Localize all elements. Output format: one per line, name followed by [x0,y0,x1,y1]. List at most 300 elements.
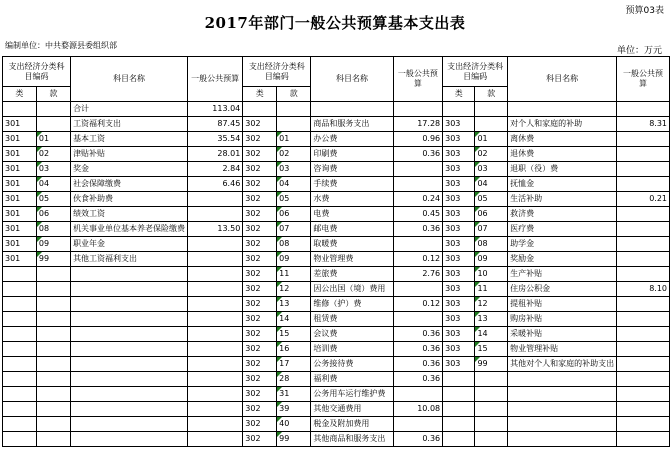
cell-amount [617,342,670,357]
cell-amount [188,327,243,342]
cell-item-name: 税金及附加费用 [311,417,393,432]
cell-amount [188,192,243,207]
cell-category: 301 [3,222,37,237]
cell-amount [393,312,442,327]
cell-subcategory [475,387,508,402]
cell-item-name [71,312,188,327]
cell-amount: 2.84 [188,162,243,177]
cell-item-name [508,372,617,387]
table-row [3,237,670,252]
cell-item-name: 对个人和家庭的补助 [508,117,617,132]
cell-category: 303 [443,192,475,207]
cell-item-name: 印刷费 [311,147,393,162]
cell-subcategory: 01 [36,132,70,147]
cell-subcategory: 99 [36,252,70,267]
cell-item-name: 抚恤金 [508,177,617,192]
cell-item-name [508,432,617,447]
cell-category [3,402,37,417]
cell-category [443,402,475,417]
cell-item-name: 其他商品和服务支出 [311,432,393,447]
cell-amount: 13.50 [188,222,243,237]
cell-item-name: 伙食补助费 [71,192,188,207]
cell-amount [393,162,442,177]
table-row [3,192,670,207]
cell-subcategory: 12 [277,282,311,297]
cell-category [443,372,475,387]
cell-category: 302 [243,327,277,342]
cell-category [243,102,277,117]
cell-subcategory [36,282,70,297]
cell-amount: 0.36 [393,327,442,342]
cell-item-name [71,327,188,342]
cell-subcategory: 13 [475,312,508,327]
cell-amount: 113.04 [188,102,243,117]
cell-amount [188,402,243,417]
cell-subcategory: 09 [36,237,70,252]
table-row [3,432,670,447]
cell-subcategory [36,312,70,327]
cell-amount [188,372,243,387]
cell-category: 302 [243,387,277,402]
cell-item-name [71,267,188,282]
header-kuan: 款 [277,87,311,102]
table-row [3,372,670,387]
cell-category [3,387,37,402]
cell-amount: 0.36 [393,342,442,357]
cell-category [3,327,37,342]
table-row [3,147,670,162]
cell-amount [188,387,243,402]
cell-subcategory: 14 [475,327,508,342]
cell-amount: 0.96 [393,132,442,147]
cell-category [443,387,475,402]
cell-category [3,432,37,447]
cell-item-name: 基本工资 [71,132,188,147]
header-kuan: 款 [475,87,508,102]
cell-item-name: 物业管理补贴 [508,342,617,357]
cell-amount: 0.24 [393,192,442,207]
cell-amount [188,417,243,432]
cell-item-name: 公务用车运行维护费 [311,387,393,402]
table-row [3,342,670,357]
cell-item-name [71,402,188,417]
cell-amount [393,102,442,117]
cell-category: 303 [443,237,475,252]
cell-item-name: 合计 [71,102,188,117]
cell-item-name: 绩效工资 [71,207,188,222]
cell-item-name [508,102,617,117]
cell-subcategory: 17 [277,357,311,372]
cell-subcategory: 11 [475,282,508,297]
cell-item-name [71,342,188,357]
cell-category: 301 [3,147,37,162]
cell-category: 302 [243,402,277,417]
cell-item-name: 培训费 [311,342,393,357]
cell-amount [617,387,670,402]
cell-amount [617,417,670,432]
cell-amount [188,207,243,222]
cell-subcategory: 10 [475,267,508,282]
header-lei: 类 [3,87,37,102]
cell-category: 303 [443,207,475,222]
table-row [3,402,670,417]
cell-item-name: 邮电费 [311,222,393,237]
cell-category: 303 [443,222,475,237]
header-category-code: 支出经济分类科目编码 [443,57,508,87]
cell-item-name: 因公出国（境）费用 [311,282,393,297]
cell-category: 303 [443,162,475,177]
cell-subcategory: 02 [36,147,70,162]
cell-subcategory: 16 [277,342,311,357]
cell-item-name [71,372,188,387]
cell-subcategory [475,432,508,447]
cell-amount: 17.28 [393,117,442,132]
cell-category: 303 [443,177,475,192]
cell-category: 302 [243,192,277,207]
cell-item-name: 办公费 [311,132,393,147]
header-general-budget: 一般公共预算 [617,57,670,102]
cell-subcategory [36,102,70,117]
cell-category [3,282,37,297]
cell-category: 303 [443,267,475,282]
table-body [3,102,670,447]
cell-category: 301 [3,117,37,132]
cell-subcategory: 03 [475,162,508,177]
compiling-unit: 编制单位：中共婺源县委组织部 [5,41,117,50]
cell-subcategory: 11 [277,267,311,282]
cell-amount [188,297,243,312]
cell-item-name: 其他交通费用 [311,402,393,417]
cell-category: 301 [3,132,37,147]
header-kuan: 款 [36,87,70,102]
cell-amount [188,357,243,372]
cell-item-name: 其他对个人和家庭的补助支出 [508,357,617,372]
cell-category [3,312,37,327]
cell-amount [617,372,670,387]
cell-subcategory: 02 [475,147,508,162]
cell-subcategory: 06 [36,207,70,222]
table-row [3,132,670,147]
cell-subcategory [36,267,70,282]
cell-item-name: 住房公积金 [508,282,617,297]
cell-amount [188,237,243,252]
cell-item-name: 公务接待费 [311,357,393,372]
cell-amount: 0.12 [393,297,442,312]
cell-amount [617,102,670,117]
cell-category: 302 [243,132,277,147]
cell-item-name: 奖金 [71,162,188,177]
header-lei: 类 [243,87,277,102]
cell-item-name: 物业管理费 [311,252,393,267]
cell-category: 301 [3,207,37,222]
cell-subcategory [36,117,70,132]
table-row [3,312,670,327]
cell-subcategory [36,402,70,417]
cell-item-name [508,417,617,432]
cell-category [3,357,37,372]
cell-category: 302 [243,357,277,372]
cell-amount [617,237,670,252]
cell-amount: 2.76 [393,267,442,282]
cell-item-name [508,402,617,417]
cell-subcategory [36,432,70,447]
cell-category: 303 [443,342,475,357]
cell-subcategory: 31 [277,387,311,402]
cell-amount: 8.31 [617,117,670,132]
cell-category: 302 [243,147,277,162]
cell-item-name [71,417,188,432]
cell-amount: 0.21 [617,192,670,207]
cell-amount [393,387,442,402]
cell-category: 301 [3,177,37,192]
form-number: 预算03表 [625,6,664,16]
header-category-code: 支出经济分类科目编码 [3,57,71,87]
cell-subcategory: 99 [277,432,311,447]
cell-amount [617,327,670,342]
cell-amount: 8.10 [617,282,670,297]
cell-amount: 0.36 [393,372,442,387]
cell-subcategory: 09 [475,252,508,267]
cell-category [3,102,37,117]
cell-category [3,297,37,312]
cell-amount: 0.36 [393,222,442,237]
cell-amount [188,252,243,267]
cell-category: 301 [3,162,37,177]
cell-item-name: 商品和服务支出 [311,117,393,132]
cell-amount [617,432,670,447]
cell-item-name [71,282,188,297]
table-row [3,252,670,267]
cell-category: 302 [243,417,277,432]
cell-amount [617,402,670,417]
cell-amount [188,312,243,327]
cell-amount: 0.45 [393,207,442,222]
cell-subcategory: 03 [36,162,70,177]
cell-subcategory [36,372,70,387]
header-row-1 [3,57,670,87]
header-item-name: 科目名称 [311,57,393,102]
cell-category: 303 [443,312,475,327]
cell-category: 302 [243,312,277,327]
cell-category: 302 [243,432,277,447]
cell-subcategory: 08 [475,237,508,252]
cell-category: 302 [243,267,277,282]
currency-unit: 单位：万元 [616,46,662,56]
table-row [3,387,670,402]
table-row [3,417,670,432]
cell-amount [617,252,670,267]
header-lei: 类 [443,87,475,102]
cell-item-name: 手续费 [311,177,393,192]
cell-category: 303 [443,117,475,132]
page-title: 2017年部门一般公共预算基本支出表 [204,14,466,32]
cell-item-name [311,102,393,117]
cell-item-name: 机关事业单位基本养老保险缴费 [71,222,188,237]
cell-subcategory: 07 [475,222,508,237]
cell-category [443,417,475,432]
cell-subcategory: 07 [277,222,311,237]
cell-amount [188,267,243,282]
header-item-name: 科目名称 [508,57,617,102]
cell-item-name: 医疗费 [508,222,617,237]
cell-subcategory: 13 [277,297,311,312]
cell-category: 303 [443,297,475,312]
cell-item-name: 退职（役）费 [508,162,617,177]
cell-item-name: 职业年金 [71,237,188,252]
cell-item-name [508,387,617,402]
cell-subcategory [36,297,70,312]
cell-category: 302 [243,282,277,297]
cell-category: 303 [443,132,475,147]
cell-subcategory [277,102,311,117]
cell-subcategory: 12 [475,297,508,312]
cell-amount [617,357,670,372]
cell-item-name [71,357,188,372]
cell-item-name: 租赁费 [311,312,393,327]
cell-category: 302 [243,207,277,222]
cell-amount: 10.08 [393,402,442,417]
cell-item-name: 其他工资福利支出 [71,252,188,267]
table-row [3,177,670,192]
cell-category: 302 [243,372,277,387]
cell-subcategory: 39 [277,402,311,417]
cell-item-name: 取暖费 [311,237,393,252]
cell-subcategory: 05 [475,192,508,207]
table-row [3,162,670,177]
cell-subcategory: 09 [277,252,311,267]
cell-item-name: 救济费 [508,207,617,222]
cell-amount: 87.45 [188,117,243,132]
cell-item-name: 咨询费 [311,162,393,177]
cell-item-name: 购房补贴 [508,312,617,327]
cell-item-name: 差旅费 [311,267,393,282]
cell-category: 302 [243,297,277,312]
cell-category: 302 [243,117,277,132]
table-row [3,117,670,132]
table-row [3,357,670,372]
cell-subcategory: 05 [36,192,70,207]
cell-amount: 0.36 [393,147,442,162]
cell-subcategory [277,117,311,132]
cell-category [3,342,37,357]
cell-subcategory [475,372,508,387]
cell-amount [617,162,670,177]
cell-category: 303 [443,147,475,162]
cell-amount [617,267,670,282]
cell-amount [393,282,442,297]
cell-item-name [71,387,188,402]
cell-category: 303 [443,357,475,372]
table-row [3,267,670,282]
cell-subcategory: 99 [475,357,508,372]
cell-subcategory [36,342,70,357]
cell-amount [188,342,243,357]
cell-item-name: 电费 [311,207,393,222]
cell-subcategory: 04 [475,177,508,192]
cell-amount [617,147,670,162]
cell-amount [617,222,670,237]
cell-category: 302 [243,222,277,237]
cell-category: 301 [3,192,37,207]
cell-item-name [71,297,188,312]
cell-amount [188,282,243,297]
header-category-code: 支出经济分类科目编码 [243,57,311,87]
budget-table [2,56,670,447]
table-row [3,222,670,237]
cell-item-name: 维修（护）费 [311,297,393,312]
cell-category [3,372,37,387]
cell-subcategory: 04 [36,177,70,192]
cell-category [3,267,37,282]
cell-category [3,417,37,432]
cell-subcategory [475,417,508,432]
cell-amount [617,312,670,327]
cell-category: 302 [243,162,277,177]
cell-category: 302 [243,252,277,267]
table-row [3,207,670,222]
cell-subcategory [475,102,508,117]
cell-subcategory: 03 [277,162,311,177]
cell-category: 301 [3,237,37,252]
cell-item-name: 工资福利支出 [71,117,188,132]
cell-amount [188,432,243,447]
table-row [3,327,670,342]
cell-item-name: 会议费 [311,327,393,342]
cell-item-name: 助学金 [508,237,617,252]
cell-category: 302 [243,342,277,357]
cell-amount: 0.36 [393,357,442,372]
cell-category: 303 [443,327,475,342]
cell-amount [617,297,670,312]
cell-amount [393,177,442,192]
cell-subcategory: 01 [475,132,508,147]
table-row [3,102,670,117]
cell-category: 301 [3,252,37,267]
cell-subcategory: 05 [277,192,311,207]
cell-subcategory: 01 [277,132,311,147]
table-row [3,297,670,312]
cell-amount [393,417,442,432]
cell-amount [617,207,670,222]
header-general-budget: 一般公共预算 [393,57,442,102]
cell-item-name: 生产补贴 [508,267,617,282]
cell-subcategory: 40 [277,417,311,432]
cell-amount [393,237,442,252]
cell-item-name: 生活补助 [508,192,617,207]
cell-subcategory [36,357,70,372]
cell-category: 303 [443,282,475,297]
cell-subcategory: 06 [475,207,508,222]
cell-item-name: 提租补贴 [508,297,617,312]
cell-item-name: 社会保障缴费 [71,177,188,192]
cell-subcategory [36,417,70,432]
cell-item-name [71,432,188,447]
cell-amount: 28.01 [188,147,243,162]
cell-item-name: 津贴补贴 [71,147,188,162]
cell-amount: 6.46 [188,177,243,192]
cell-item-name: 退休费 [508,147,617,162]
cell-amount [617,132,670,147]
cell-subcategory [475,402,508,417]
cell-subcategory: 06 [277,207,311,222]
cell-subcategory: 04 [277,177,311,192]
cell-subcategory: 02 [277,147,311,162]
cell-item-name: 水费 [311,192,393,207]
header-general-budget: 一般公共预算 [188,57,243,102]
cell-subcategory: 14 [277,312,311,327]
cell-subcategory: 28 [277,372,311,387]
cell-item-name: 福利费 [311,372,393,387]
